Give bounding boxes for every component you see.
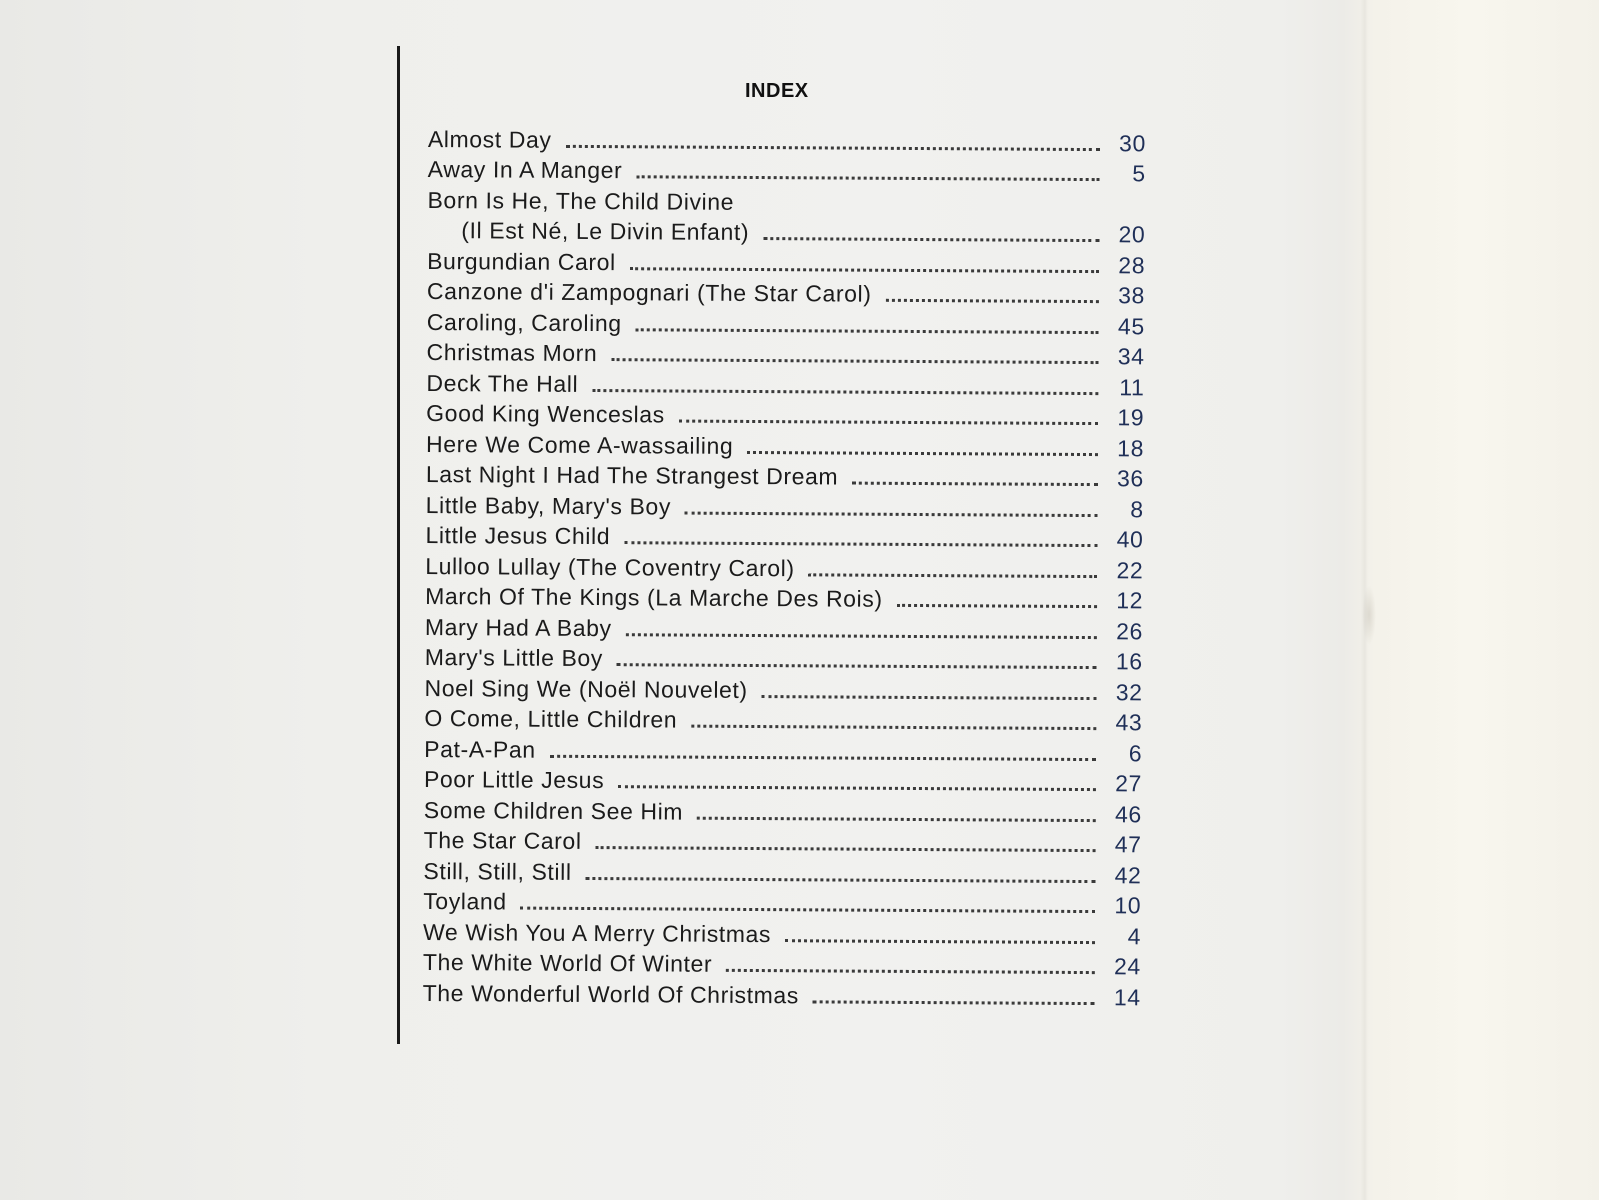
page-number: 11 — [1119, 373, 1145, 400]
index-entry — [428, 154, 1146, 189]
page-number: 46 — [1114, 800, 1142, 827]
index-entry — [427, 185, 1145, 220]
page-number: 38 — [1118, 282, 1146, 309]
entry-title: Good King Wenceslas — [426, 399, 665, 428]
page-number: 22 — [1116, 556, 1144, 583]
page-number: 42 — [1114, 861, 1142, 888]
index-entry — [427, 337, 1145, 372]
entry-title: March Of The Kings (La Marche Des Rois) — [425, 582, 883, 612]
entry-title: Pat-A-Pan — [424, 735, 536, 763]
index-entry — [428, 124, 1146, 159]
dot-leader — [748, 209, 1099, 211]
index-entry — [423, 947, 1141, 982]
page-number: 27 — [1115, 770, 1143, 797]
index-entry — [425, 642, 1143, 677]
dot-leader — [679, 420, 1098, 426]
index-entry — [427, 307, 1145, 342]
page-number: 8 — [1130, 495, 1144, 522]
dot-leader — [521, 907, 1096, 914]
dot-leader — [636, 175, 1099, 181]
index-entry — [425, 612, 1143, 647]
entry-title: The Star Carol — [423, 826, 582, 854]
entry-title: Born Is He, The Child Divine — [427, 186, 735, 215]
index-entry — [427, 215, 1145, 250]
entry-title: Almost Day — [427, 125, 552, 153]
entry-title: The Wonderful World Of Christmas — [422, 979, 800, 1008]
index-entry — [424, 673, 1142, 708]
index-entry — [424, 825, 1142, 860]
page-number: 28 — [1118, 251, 1146, 278]
entry-title: The White World Of Winter — [422, 948, 713, 977]
dot-leader — [565, 144, 1099, 150]
entry-title: Little Baby, Mary's Boy — [425, 491, 672, 519]
page-number: 18 — [1117, 434, 1145, 461]
entry-title: Last Night I Had The Strangest Dream — [425, 460, 839, 490]
index-entry — [423, 978, 1141, 1013]
index-entry — [423, 856, 1141, 891]
dot-leader — [626, 633, 1097, 639]
page-number: 19 — [1117, 404, 1145, 431]
dot-leader — [885, 299, 1098, 303]
index-entry — [424, 703, 1142, 738]
dot-leader — [813, 1000, 1095, 1005]
page-number: 32 — [1115, 678, 1143, 705]
index-entry — [424, 764, 1142, 799]
page-number: 4 — [1127, 922, 1142, 949]
index-list — [423, 124, 1146, 1013]
page-number: 43 — [1115, 709, 1143, 736]
entry-title: Burgundian Carol — [427, 247, 616, 275]
index-entry — [424, 795, 1142, 830]
dot-leader — [762, 695, 1097, 700]
page-number: 6 — [1128, 739, 1143, 766]
dot-leader — [897, 604, 1097, 608]
page-number: 12 — [1116, 587, 1144, 614]
index-entry — [423, 917, 1141, 952]
entry-title: Away In A Manger — [427, 155, 623, 184]
dot-leader — [592, 389, 1098, 395]
dot-leader — [636, 328, 1099, 334]
entry-title: Poor Little Jesus — [423, 765, 605, 794]
index-entry — [425, 551, 1143, 586]
page-number: 36 — [1116, 465, 1144, 492]
dot-leader — [852, 482, 1098, 487]
entry-title: We Wish You A Merry Christmas — [422, 918, 772, 947]
page-number: 34 — [1117, 343, 1145, 370]
entry-title: Still, Still, Still — [423, 857, 572, 885]
page-number: 24 — [1113, 953, 1141, 980]
index-entry — [425, 520, 1143, 555]
index-entry — [425, 581, 1143, 616]
page-number: 26 — [1116, 617, 1143, 644]
entry-title: Canzone d'i Zampognari (The Star Carol) — [426, 277, 872, 307]
entry-title: Some Children See Him — [423, 796, 684, 825]
dot-leader — [685, 511, 1098, 517]
index-entry — [427, 246, 1145, 281]
dot-leader — [596, 846, 1096, 852]
dot-leader — [630, 267, 1099, 273]
page-number: 14 — [1113, 983, 1141, 1010]
paper-crease — [1362, 585, 1376, 645]
page-number: 10 — [1114, 892, 1142, 919]
index-entry — [426, 398, 1144, 433]
entry-title: Lulloo Lullay (The Coventry Carol) — [425, 552, 795, 581]
index-entry — [426, 368, 1144, 403]
dot-leader — [763, 237, 1099, 242]
entry-title: O Come, Little Children — [424, 704, 678, 733]
index-entry — [424, 734, 1142, 769]
margin-rule — [397, 46, 400, 1044]
entry-title: Deck The Hall — [426, 369, 579, 397]
page-number: 20 — [1118, 221, 1146, 248]
entry-title: Here We Come A-wassailing — [425, 430, 734, 459]
dot-leader — [691, 725, 1096, 730]
page-number: 40 — [1116, 526, 1144, 553]
entry-title: Little Jesus Child — [425, 521, 611, 550]
dot-leader — [624, 541, 1097, 547]
entry-title: Mary's Little Boy — [424, 643, 604, 672]
index-title: INDEX — [745, 80, 809, 102]
dot-leader — [618, 785, 1096, 791]
dot-leader — [550, 754, 1096, 760]
index-entry — [427, 276, 1145, 311]
entry-title: Christmas Morn — [426, 338, 598, 367]
dot-leader — [586, 876, 1096, 882]
dot-leader — [617, 663, 1097, 669]
entry-title: Caroling, Caroling — [426, 308, 622, 336]
page-number: 16 — [1115, 648, 1143, 675]
index-entry — [423, 886, 1141, 921]
dot-leader — [785, 939, 1095, 944]
entry-title: (Il Est Né, Le Divin Enfant) — [461, 217, 750, 245]
dot-leader — [611, 358, 1098, 364]
dot-leader — [809, 573, 1098, 578]
page-number: 30 — [1119, 129, 1146, 156]
page-number: 45 — [1117, 312, 1145, 339]
dot-leader — [726, 969, 1095, 974]
page-number: 5 — [1132, 160, 1146, 187]
entry-title: Toyland — [423, 887, 507, 915]
index-entry — [426, 490, 1144, 525]
index-entry — [426, 459, 1144, 494]
index-entry — [426, 429, 1144, 464]
entry-title: Mary Had A Baby — [424, 613, 612, 641]
dot-leader — [747, 450, 1098, 455]
dot-leader — [697, 816, 1096, 821]
page-number: 47 — [1114, 831, 1142, 858]
entry-title: Noel Sing We (Noël Nouvelet) — [424, 674, 748, 703]
